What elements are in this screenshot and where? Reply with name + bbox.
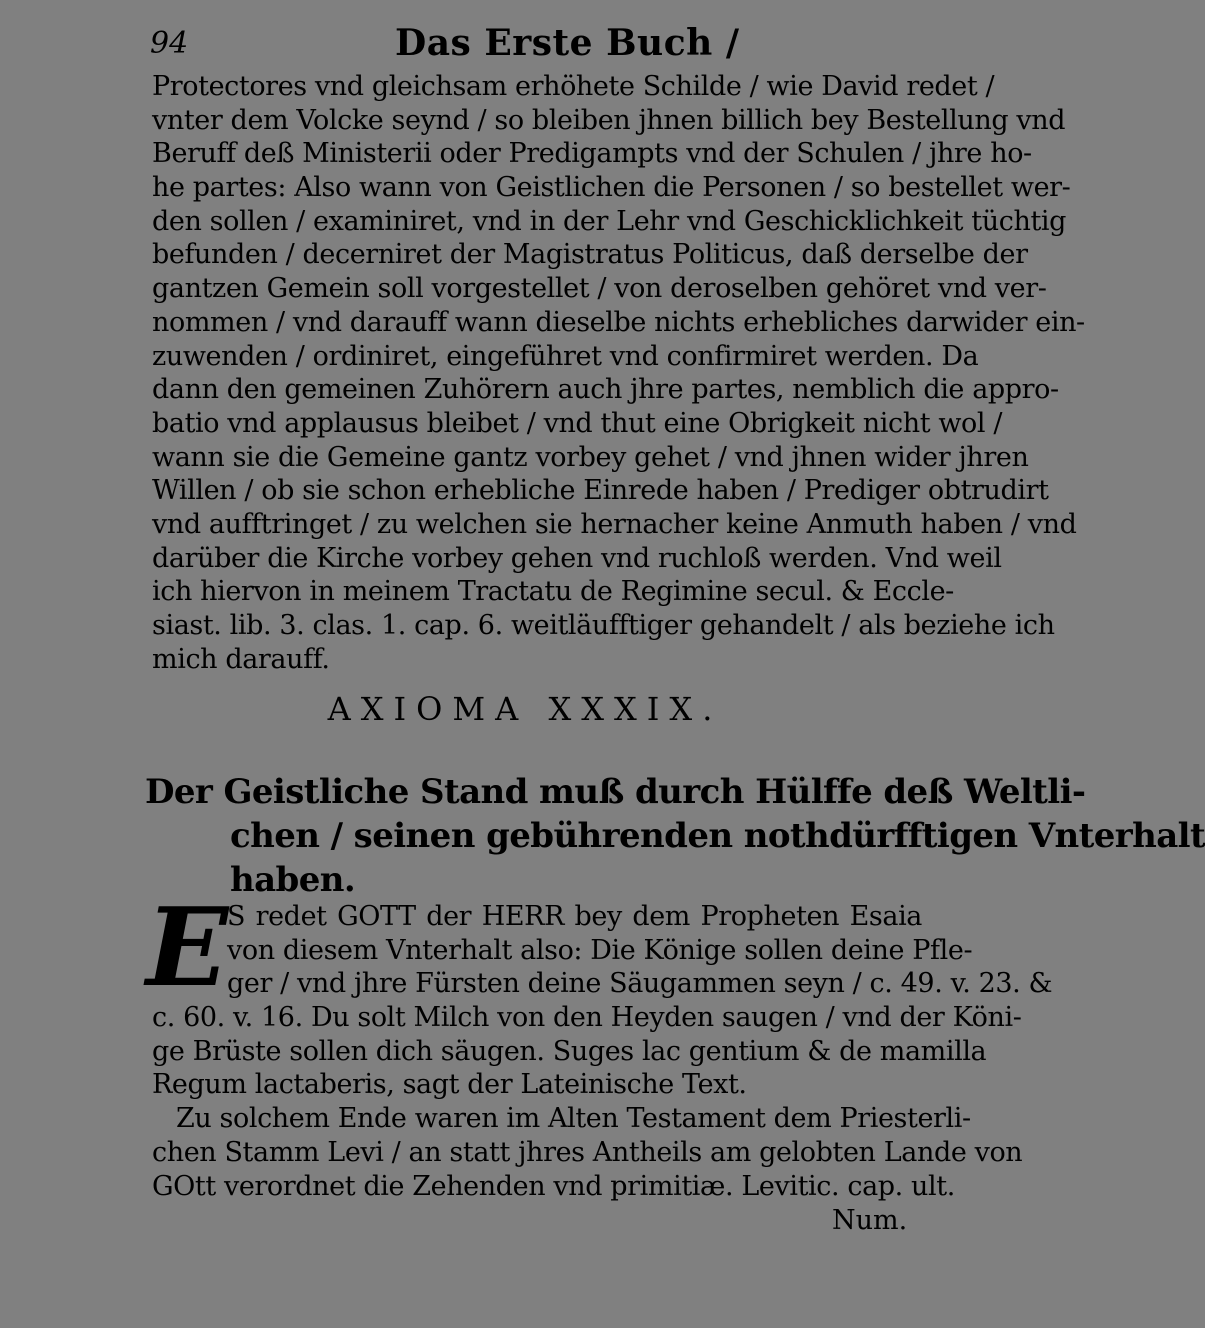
text-line: siast. lib. 3. clas. 1. cap. 6. weitläufftiger gehandelt / als beziehe ich bbox=[152, 610, 1055, 641]
text-line: nommen / vnd darauff wann dieselbe nichts erhebliches darwider ein- bbox=[152, 306, 1085, 338]
paragraph-2 bbox=[146, 885, 1053, 1203]
text-line: S redet GOTT der HERR bey dem Propheten Esaia bbox=[227, 901, 922, 932]
page-header bbox=[150, 22, 910, 66]
text-line: gantzen Gemein soll vorgestellet / von deroselben gehöret vnd ver- bbox=[152, 273, 1047, 305]
text-line: ge Brüste sollen dich säugen. Suges lac gentium & de mamilla bbox=[152, 1035, 987, 1067]
text-line: mich darauff. bbox=[152, 643, 330, 675]
text-line: batio vnd applausus bleibet / vnd thut eine Obrigkeit nicht wol / bbox=[152, 407, 1003, 439]
text-line: he partes: Also wann von Geistlichen die Personen / so bestellet wer- bbox=[152, 172, 1071, 204]
text-line: dann den gemeinen Zuhörern auch jhre partes, nemblich die appro- bbox=[152, 374, 1059, 406]
text-line: ich hiervon in meinem Tractatu de Regimine secul. & Eccle- bbox=[152, 576, 954, 608]
subtitle-line: Der Geistliche Stand muß durch Hülffe deß Weltli- bbox=[145, 772, 1086, 812]
text-line: c. 60. v. 16. Du solt Milch von den Heyden saugen / vnd der Köni- bbox=[152, 1002, 1022, 1034]
text-line: chen Stamm Levi / an statt jhres Antheils am gelobten Lande von bbox=[152, 1136, 1023, 1168]
axioma-heading: AXIOMA XXXIX. bbox=[327, 690, 723, 728]
paragraph-1 bbox=[152, 70, 1085, 676]
text-line: von diesem Vnterhalt also: Die Könige sollen deine Pfle- bbox=[227, 934, 973, 966]
text-line: Regum lactaberis, sagt der Lateinische Text. bbox=[152, 1069, 747, 1101]
text-line: GOtt verordnet die Zehenden vnd primitiæ. Levitic. cap. ult. bbox=[152, 1170, 955, 1202]
text-line: vnd aufftringet / zu welchen sie hernacher keine Anmuth haben / vnd bbox=[152, 508, 1077, 540]
catchword: Num. bbox=[832, 1205, 908, 1236]
text-line: ger / vnd jhre Fürsten deine Säugammen seyn / c. 49. v. 23. & bbox=[227, 968, 1053, 1000]
text-line: Protectores vnd gleichsam erhöhete Schilde / wie David redet / bbox=[152, 71, 995, 102]
drop-cap: E bbox=[146, 885, 229, 1011]
subtitle-line: haben. bbox=[230, 860, 356, 900]
text-line: Zu solchem Ende waren im Alten Testament dem Priesterli- bbox=[176, 1103, 971, 1135]
page-number: 94 bbox=[150, 26, 189, 61]
text-line: Willen / ob sie schon erhebliche Einrede haben / Prediger obtrudirt bbox=[152, 475, 1049, 507]
text-line: Beruff deß Ministerii oder Predigampts vnd der Schulen / jhre ho- bbox=[152, 138, 1032, 170]
running-head: Das Erste Buch / bbox=[395, 22, 740, 64]
subtitle-line: chen / seinen gebührenden nothdürfftigen Vnterhalt bbox=[230, 816, 1205, 856]
text-line: den sollen / examiniret, vnd in der Lehr vnd Geschicklichkeit tüchtig bbox=[152, 205, 1067, 237]
text-line: darüber die Kirche vorbey gehen vnd ruchloß werden. Vnd weil bbox=[152, 542, 1002, 574]
text-line: wann sie die Gemeine gantz vorbey gehet / vnd jhnen wider jhren bbox=[152, 441, 1029, 473]
axioma-subtitle bbox=[145, 770, 1205, 902]
text-line: befunden / decerniret der Magistratus Politicus, daß derselbe der bbox=[152, 239, 1028, 271]
text-line: zuwenden / ordiniret, eingeführet vnd confirmiret werden. Da bbox=[152, 340, 979, 372]
text-line: vnter dem Volcke seynd / so bleiben jhnen billich bey Bestellung vnd bbox=[152, 104, 1066, 136]
